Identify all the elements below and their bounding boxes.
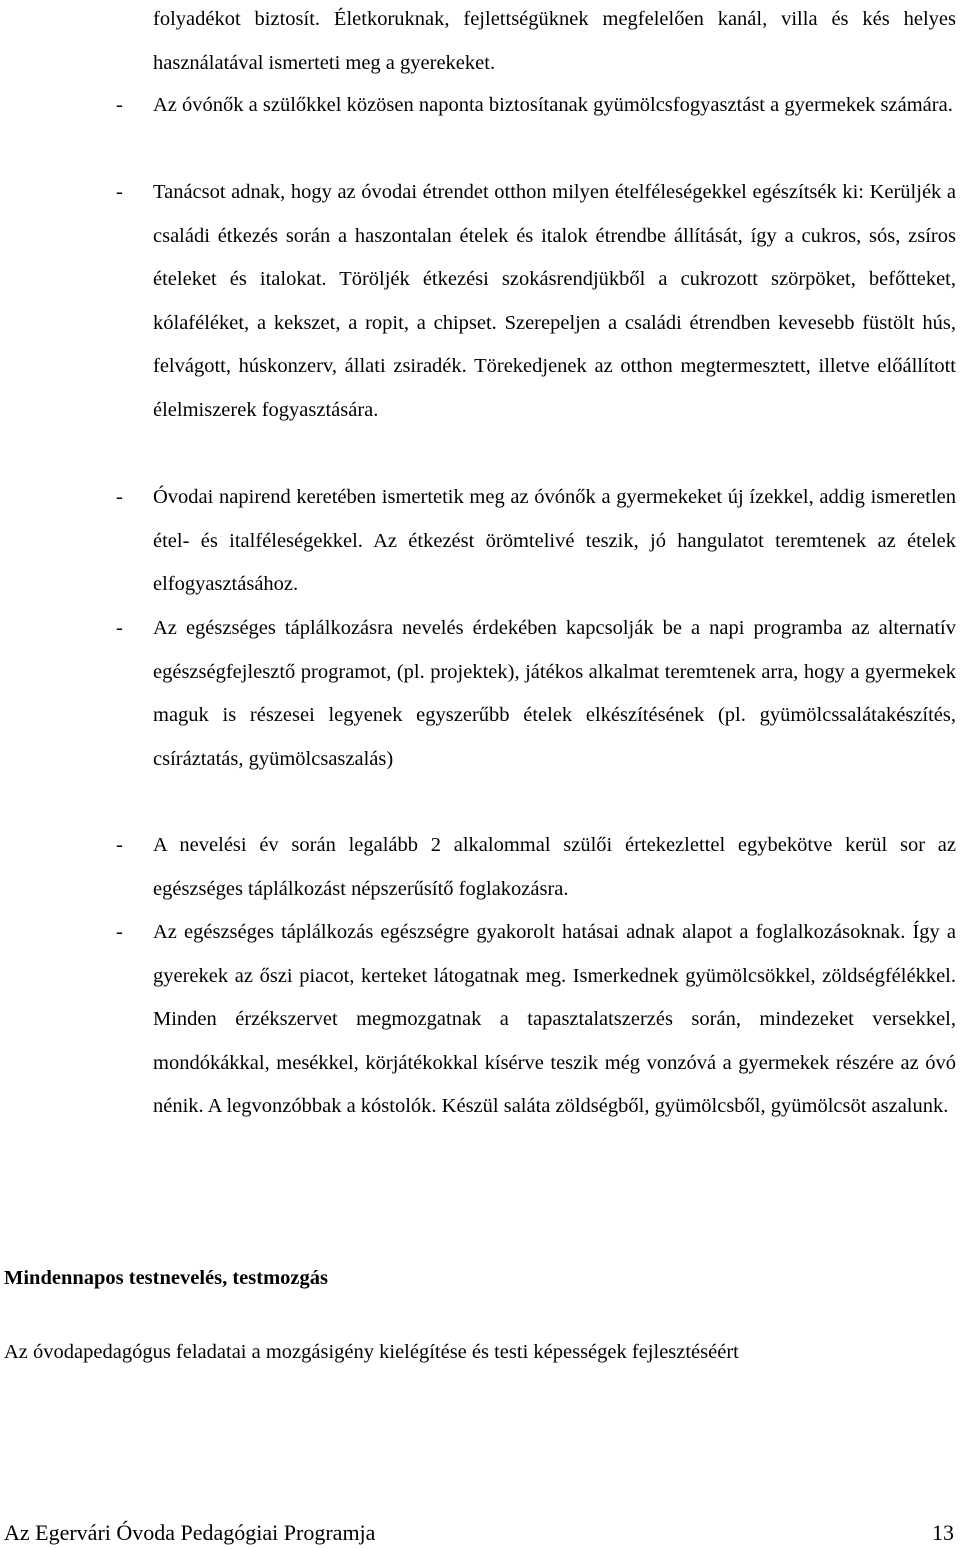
list-item-text: A nevelési év során legalább 2 alkalommal szülői értekezlettel egybekötve kerül sor az egészséges táplálkozást népszerűsítő foglakozásra. [153, 834, 956, 900]
list-item-text: Az egészséges táplálkozásra nevelés érdekében kapcsolják be a napi programba az alternatív egészségfejlesztő programot, (pl. projektek), játékos alkalmat teremtenek arra, hogy a gyermekek maguk is részesei legyenek egyszerűbb ételek elkészítésének (pl. gyümölcssalátakészítés, csíráztatás, gyümölcsaszalás) [153, 617, 956, 770]
bullet-dash: - [116, 181, 123, 203]
section-intro: Az óvodapedagógus feladatai a mozgásigény kielégítése és testi képességek fejlesztéséért [4, 1341, 739, 1363]
list-item [116, 84, 956, 128]
list-item-text: Az óvónők a szülőkkel közösen naponta biztosítanak gyümölcsfogyasztást a gyermekek számára. [153, 94, 953, 116]
bullet-dash: - [116, 94, 123, 116]
page-number: 13 [932, 1520, 954, 1545]
bullet-dash: - [116, 834, 123, 856]
footer-title: Az Egervári Óvoda Pedagógiai Programja [4, 1520, 376, 1545]
list-item [116, 911, 956, 1129]
bullet-dash: - [116, 617, 123, 639]
section-heading: Mindennapos testnevelés, testmozgás [4, 1267, 328, 1289]
list-item [116, 824, 956, 911]
bullet-dash: - [116, 486, 123, 508]
list-item [116, 171, 956, 432]
list-item-text: Óvodai napirend keretében ismertetik meg az óvónők a gyermekeket új ízekkel, addig ismeretlen étel- és italféleségekkel. Az étkezést örömtelivé teszik, jó hangulatot teremtenek az ételek elfogyasztásához. [153, 486, 956, 595]
continuation-paragraph: folyadékot biztosít. Életkoruknak, fejlettségüknek megfelelően kanál, villa és kés helyes használatával ismerteti meg a gyerekeket. [153, 8, 956, 74]
list-item [116, 607, 956, 781]
bullet-dash: - [116, 921, 123, 943]
list-item [116, 476, 956, 607]
list-item-text: Tanácsot adnak, hogy az óvodai étrendet otthon milyen ételféleségekkel egészítsék ki: Kerüljék a családi étkezés során a haszontalan ételek és italok étrendbe állítását, így a cukros, sós, zsíros ételeket és italokat. Töröljék étkezési szokásrendjükből a cukrozott szörpöket, befőtteket, kólaféléket, a kekszet, a ropit, a chipset. Szerepeljen a családi étrendben kevesebb füstölt hús, felvágott, húskonzerv, állati zsiradék. Törekedjenek az otthon megtermesztett, illetve előállított élelmiszerek fogyasztására. [153, 181, 956, 421]
list-item-text: Az egészséges táplálkozás egészségre gyakorolt hatásai adnak alapot a foglalkozásoknak. Így a gyerekek az őszi piacot, kerteket látogatnak meg. Ismerkednek gyümölcsökkel, zöldségfélékkel. Minden érzékszervet megmozgatnak a tapasztalatszerzés során, mindezeket versekkel, mondókákkal, mesékkel, körjátékokkal kísérve teszik még vonzóvá a gyermekek részére az óvó nénik. A legvonzóbbak a kóstolók. Készül saláta zöldségből, gyümölcsből, gyümölcsöt aszalunk. [153, 921, 956, 1117]
